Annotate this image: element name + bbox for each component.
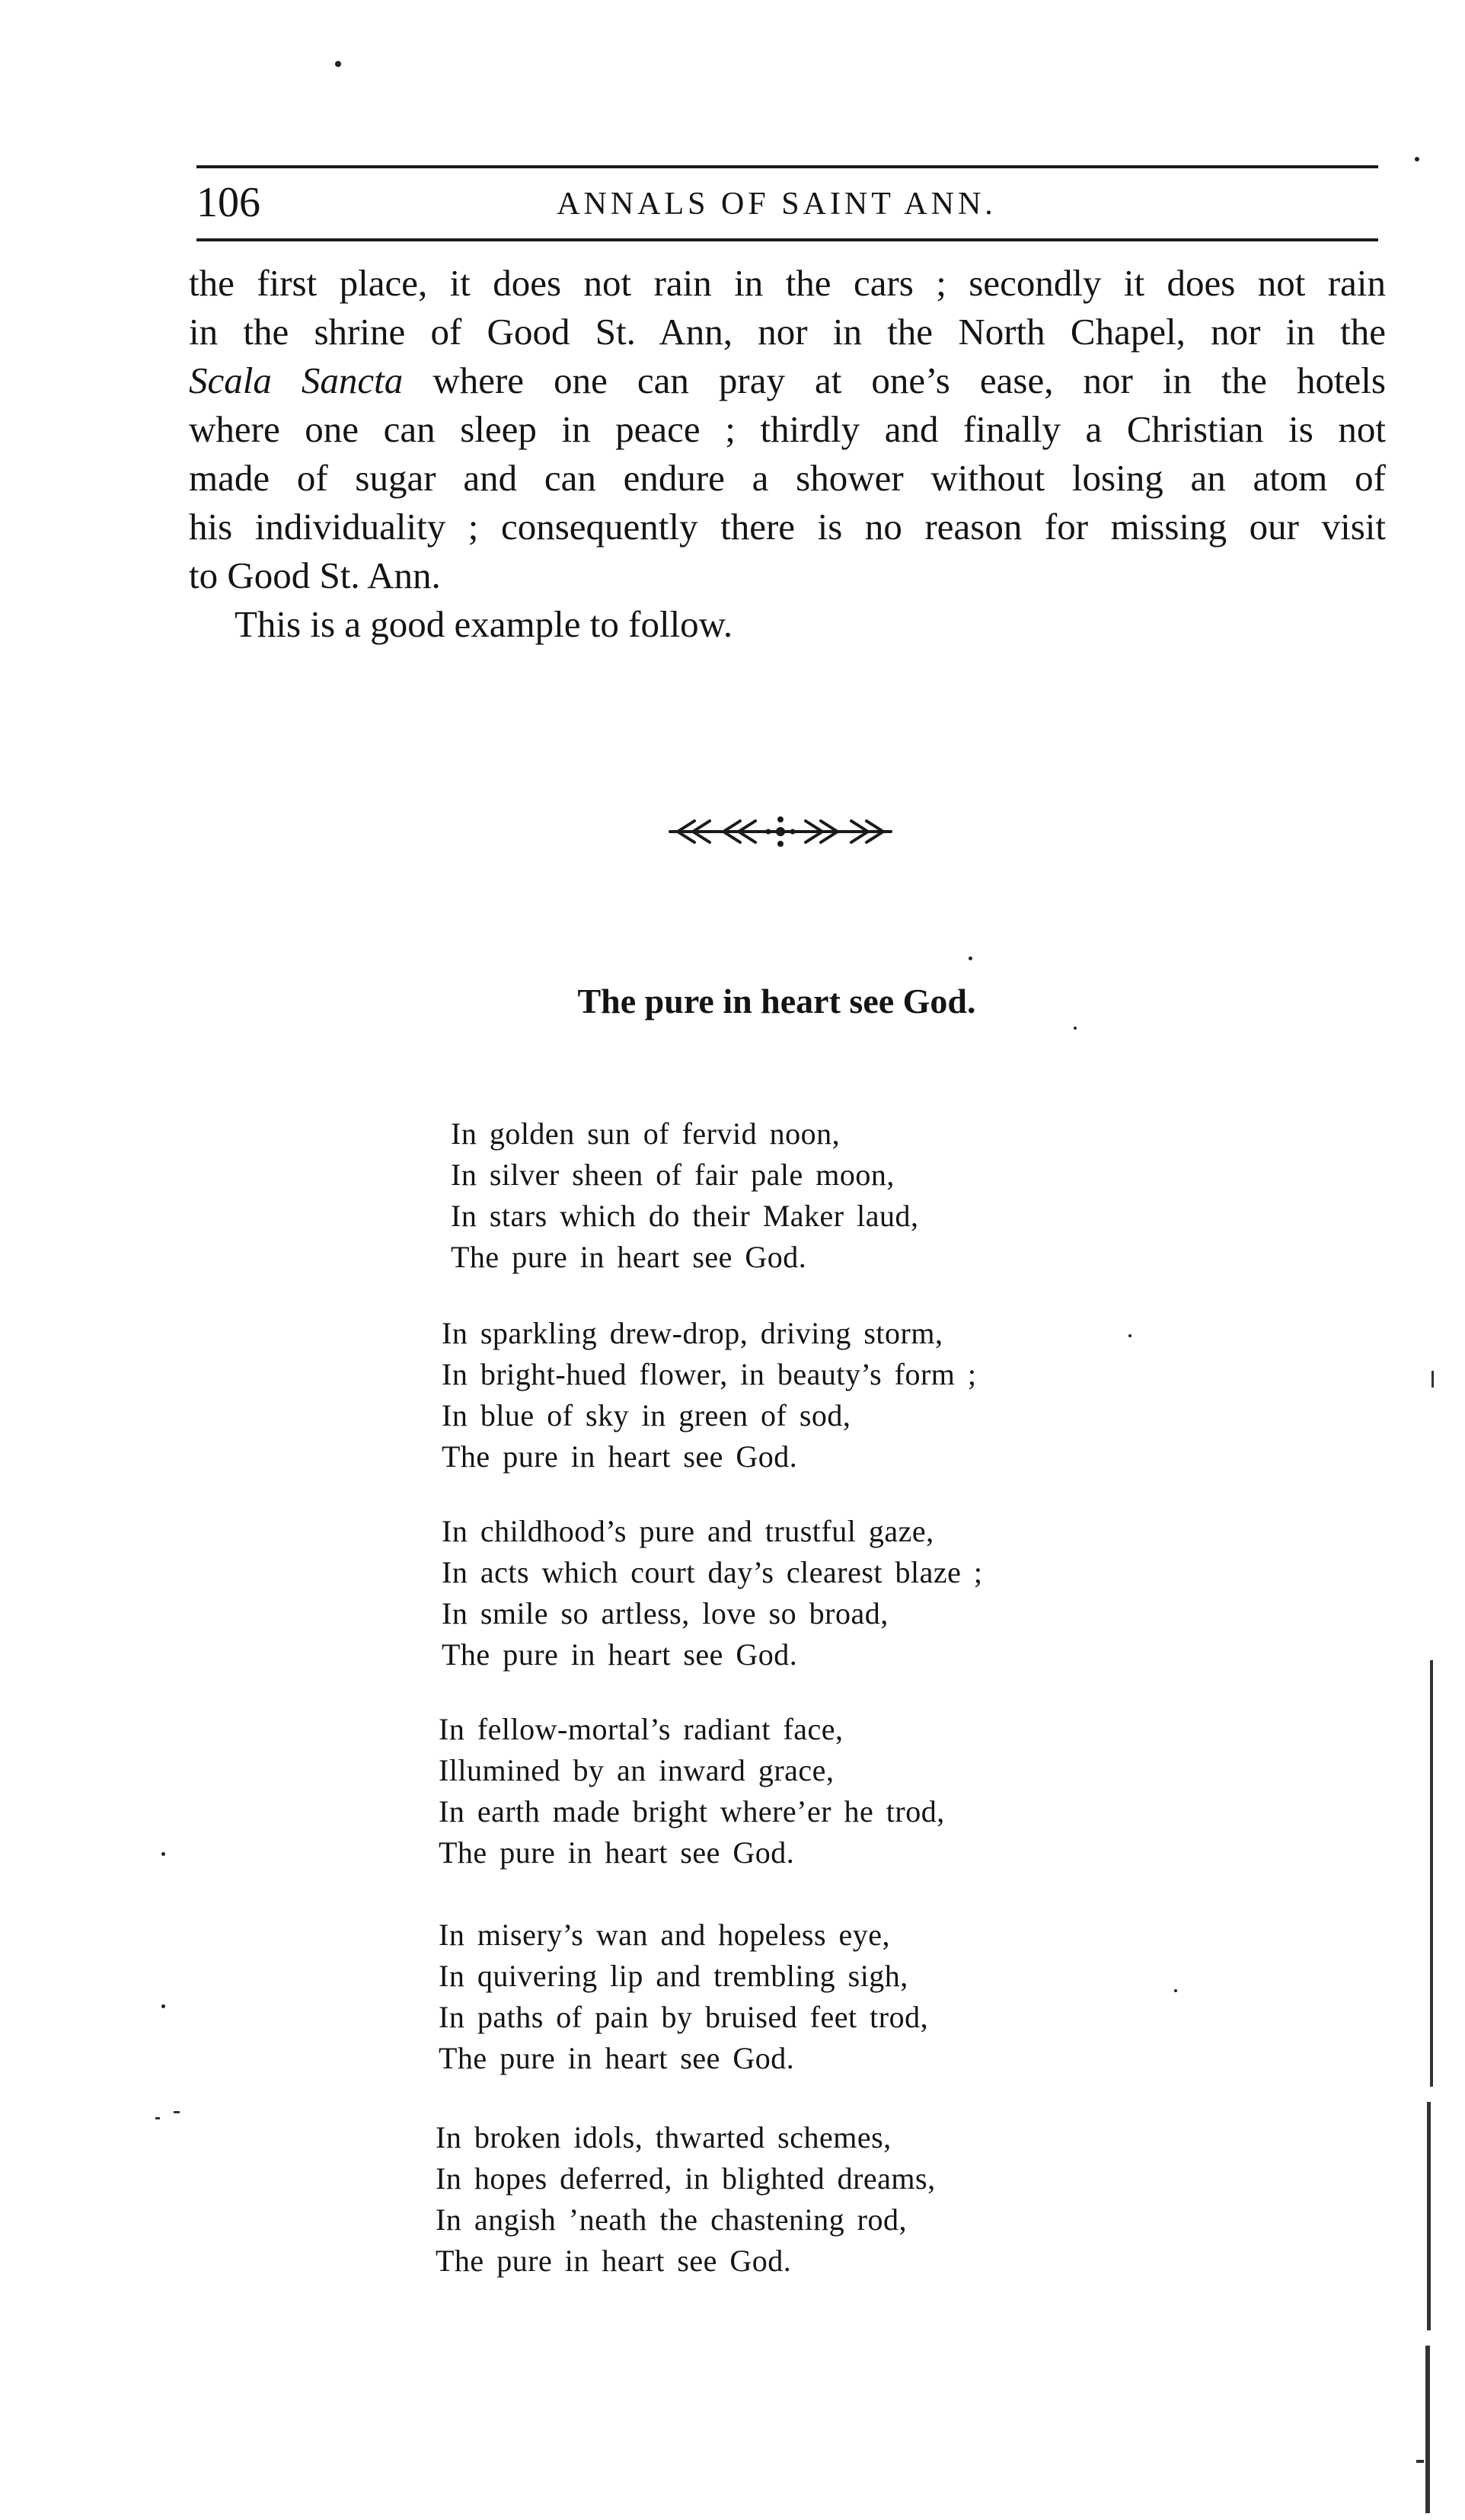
prose-italic-term: Scala Sancta: [189, 359, 404, 401]
scan-speck: [1174, 1989, 1177, 1992]
poem-verse: In quivering lip and trembling sigh,: [439, 1959, 908, 1993]
prose-line: This is a good example to follow.: [235, 603, 733, 645]
scan-speck: [969, 957, 972, 960]
poem-verse: In angish ’neath the chastening rod,: [436, 2202, 907, 2237]
prose-line: his individuality ; consequently there is no reason for missing our visit: [189, 506, 1386, 548]
prose-line: [189, 356, 1386, 405]
poem-stanza: [451, 1113, 918, 1278]
scroll-ornament-icon: [662, 809, 898, 854]
scan-speck: [161, 1852, 165, 1856]
poem-verse: In earth made bright where’er he trod,: [439, 1794, 945, 1829]
prose-paragraph: [189, 259, 1386, 649]
prose-line-rest: where one can pray at one’s ease, nor in the hotels: [403, 359, 1386, 401]
scan-speck: [335, 61, 341, 67]
binding-edge-mark: [1416, 2460, 1424, 2463]
poem-stanza: [442, 1313, 977, 1477]
prose-line: to Good St. Ann.: [189, 554, 441, 596]
scan-speck: [174, 2111, 180, 2113]
poem-verse: In smile so artless, love so broad,: [442, 1596, 889, 1630]
poem-verse: The pure in heart see God.: [439, 2041, 795, 2075]
scan-speck: [155, 2117, 160, 2119]
poem-verse: In blue of sky in green of sod,: [442, 1398, 851, 1432]
poem-verse: In misery’s wan and hopeless eye,: [439, 1918, 891, 1952]
poem-verse: In golden sun of fervid noon,: [451, 1116, 841, 1151]
scan-speck: [1074, 1027, 1077, 1030]
binding-edge-mark: [1425, 2346, 1430, 2513]
poem-stanza: [439, 1915, 928, 2079]
poem-stanza: [439, 1709, 945, 1873]
poem-verse: In paths of pain by bruised feet trod,: [439, 2000, 929, 2034]
poem-stanza: [442, 1511, 983, 1675]
header-rule-bottom: [196, 238, 1378, 241]
poem-verse: The pure in heart see God.: [439, 1835, 795, 1870]
page-number: 106: [196, 179, 260, 226]
poem-verse: In stars which do their Maker laud,: [451, 1199, 919, 1233]
binding-edge-mark: [1431, 1371, 1434, 1388]
prose-line: where one can sleep in peace ; thirdly and finally a Christian is not: [189, 408, 1386, 450]
poem-verse: The pure in heart see God.: [442, 1439, 798, 1474]
poem-verse: In hopes deferred, in blighted dreams,: [436, 2161, 936, 2196]
poem-verse: In childhood’s pure and trustful gaze,: [442, 1514, 934, 1548]
scan-speck: [1415, 157, 1419, 161]
running-head: ANNALS OF SAINT ANN.: [557, 187, 997, 222]
binding-edge-mark: [1430, 1660, 1433, 2087]
poem-verse: Illumined by an inward grace,: [439, 1753, 835, 1787]
prose-line: the first place, it does not rain in the cars ; secondly it does not rain: [189, 262, 1386, 304]
prose-line: in the shrine of Good St. Ann, nor in the North Chapel, nor in the: [189, 311, 1386, 353]
poem-verse: In broken idols, thwarted schemes,: [436, 2120, 892, 2154]
poem-verse: The pure in heart see God.: [436, 2244, 792, 2278]
poem-verse: The pure in heart see God.: [442, 1637, 798, 1672]
scan-speck: [1128, 1334, 1131, 1337]
scan-speck: [161, 2004, 165, 2008]
poem-verse: In acts which court day’s clearest blaze ;: [442, 1555, 983, 1589]
poem-verse: The pure in heart see God.: [451, 1240, 807, 1274]
binding-edge-mark: [1427, 2102, 1431, 2330]
poem-title: The pure in heart see God.: [577, 982, 976, 1020]
poem-verse: In silver sheen of fair pale moon,: [451, 1158, 895, 1192]
poem-verse: In fellow-mortal’s radiant face,: [439, 1712, 844, 1746]
header-rule-top: [196, 165, 1378, 168]
poem-verse: In bright-hued flower, in beauty’s form ;: [442, 1357, 977, 1391]
prose-line: made of sugar and can endure a shower without losing an atom of: [189, 457, 1386, 499]
poem-stanza: [436, 2117, 936, 2282]
poem-verse: In sparkling drew-drop, driving storm,: [442, 1316, 943, 1350]
